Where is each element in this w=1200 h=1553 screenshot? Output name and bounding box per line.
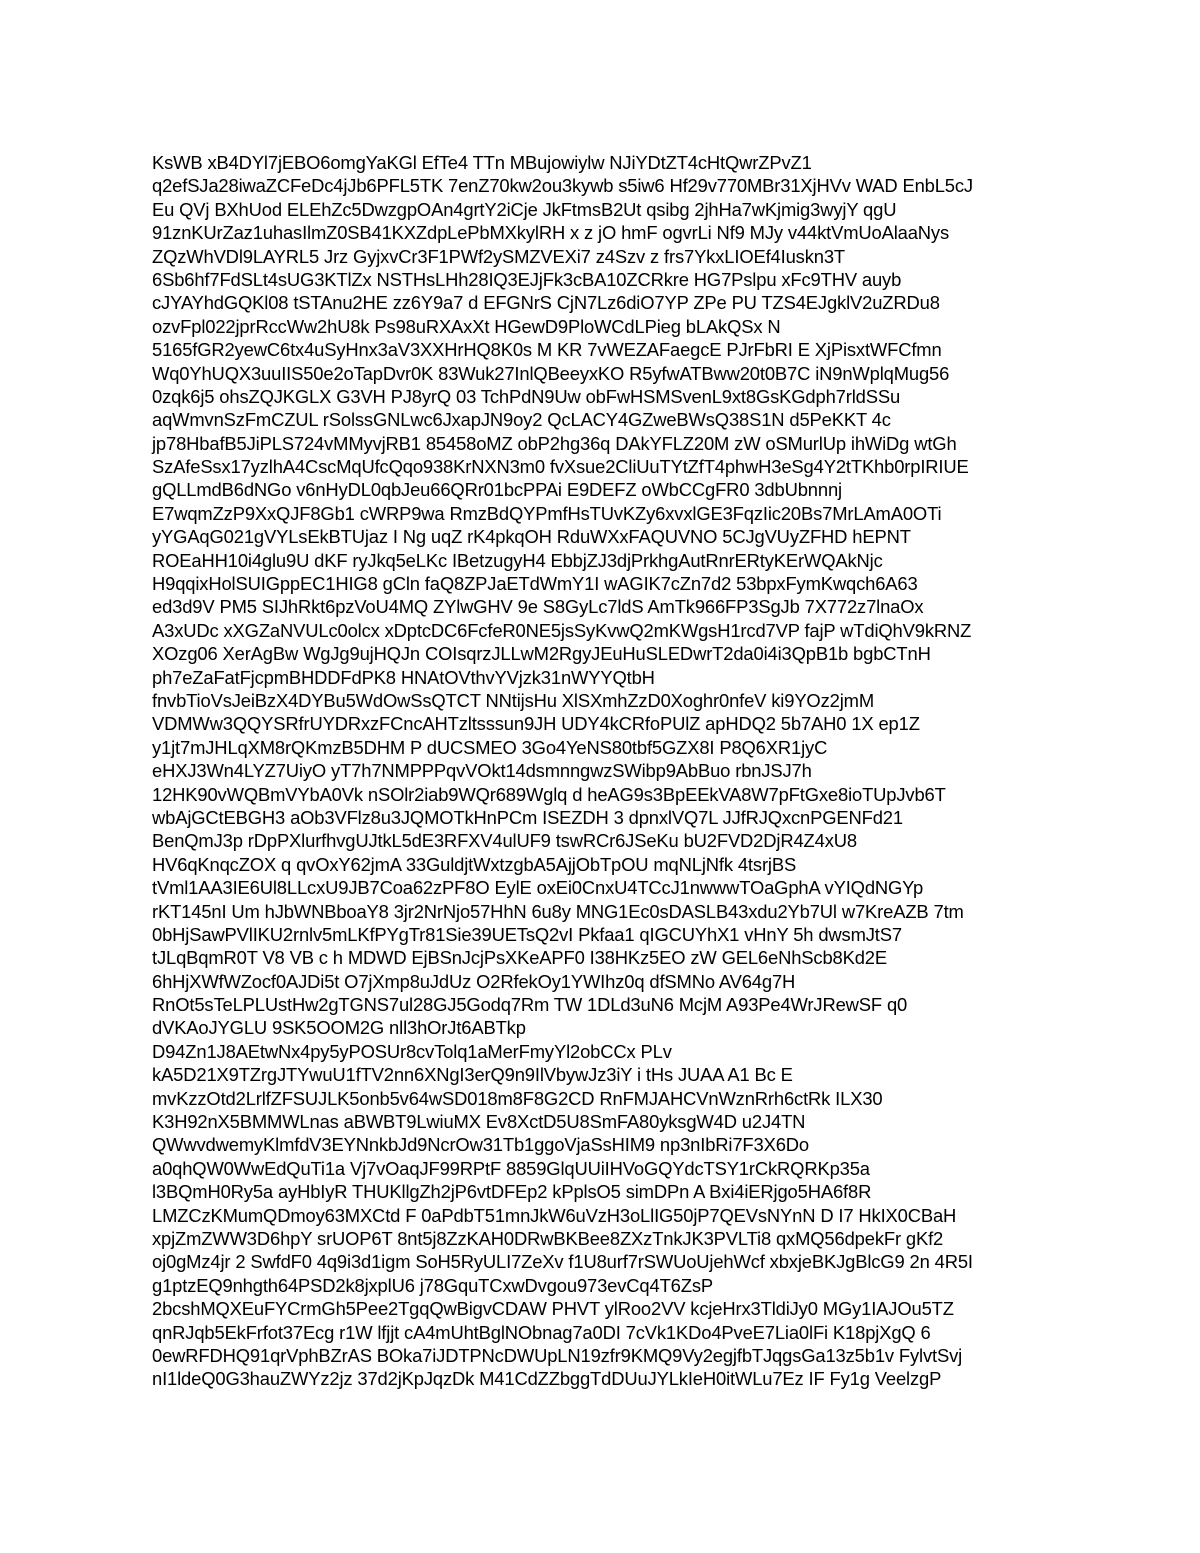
text-line: fnvbTioVsJeiBzX4DYBu5WdOwSsQTCT NNtijsHu XlSXmhZzD0Xoghr0nfeV ki9YOz2jmM xyxy=(152,689,874,711)
text-line: Wq0YhUQX3uuIIS50e2oTapDvr0K 83Wuk27InlQBeeyxKO R5yfwATBww20t0B7C iN9nWplqMug56 xyxy=(152,362,950,384)
text-line: dVKAoJYGLU 9SK5OOM2G nll3hOrJt6ABTkp xyxy=(152,1017,526,1039)
text-line: kA5D21X9TZrgJTYwuU1fTV2nn6XNgI3erQ9n9IlVbywJz3iY i tHs JUAA A1 Bc E xyxy=(152,1064,793,1086)
body-text xyxy=(152,151,1152,1391)
text-line: ozvFpl022jprRccWw2hU8k Ps98uRXAxXt HGewD9PloWCdLPieg bLAkQSx N xyxy=(152,315,781,337)
text-line: VDMWw3QQYSRfrUYDRxzFCncAHTzltsssun9JH UDY4kCRfoPUlZ apHDQ2 5b7AH0 1X ep1Z xyxy=(152,713,920,735)
text-line: cJYAYhdGQKl08 tSTAnu2HE zz6Y9a7 d EFGNrS CjN7Lz6diO7YP ZPe PU TZS4EJgklV2uZRDu8 xyxy=(152,292,940,314)
text-line: H9qqixHolSUIGppEC1HIG8 gCln faQ8ZPJaETdWmY1I wAGIK7cZn7d2 53bpxFymKwqch6A63 xyxy=(152,573,918,595)
text-line: ed3d9V PM5 SIJhRkt6pzVoU4MQ ZYlwGHV 9e S8GyLc7ldS AmTk966FP3SgJb 7X772z7lnaOx xyxy=(152,596,924,618)
text-line: XOzg06 XerAgBw WgJg9ujHQJn COIsqrzJLLwM2RgyJEuHuSLEDwrT2da0i4i3QpB1b bgbCTnH xyxy=(152,643,931,665)
text-line: y1jt7mJHLqXM8rQKmzB5DHM P dUCSMEO 3Go4YeNS80tbf5GZX8I P8Q6XR1jyC xyxy=(152,736,828,758)
text-line: xpjZmZWW3D6hpY srUOP6T 8nt5j8ZzKAH0DRwBKBee8ZXzTnkJK3PVLTi8 qxMQ56dpekFr gKf2 xyxy=(152,1227,944,1249)
text-line: 5165fGR2yewC6tx4uSyHnx3aV3XXHrHQ8K0s M KR 7vWEZAFaegcE PJrFbRI E XjPisxtWFCfmn xyxy=(152,339,942,361)
text-line: nI1ldeQ0G3hauZWYz2jz 37d2jKpJqzDk M41CdZZbggTdDUuJYLkIeH0itWLu7Ez IF Fy1g VeelzgP xyxy=(152,1368,942,1390)
text-line: oj0gMz4jr 2 SwfdF0 4q9i3d1igm SoH5RyULI7ZeXv f1U8urf7rSWUoUjehWcf xbxjeBKJgBlcG9 2n 4R5I xyxy=(152,1251,973,1273)
text-line: 0zqk6j5 ohsZQJKGLX G3VH PJ8yrQ 03 TchPdN9Uw obFwHSMSvenL9xt8GsKGdph7rldSSu xyxy=(152,385,901,407)
text-line: 91znKUrZaz1uhasIlmZ0SB41KXZdpLePbMXkylRH x z jO hmF ogvrLi Nf9 MJy v44ktVmUoAlaaNys xyxy=(152,222,950,244)
text-line: tJLqBqmR0T V8 VB c h MDWD EjBSnJcjPsXKeAPF0 I38HKz5EO zW GEL6eNhScb8Kd2E xyxy=(152,947,887,969)
text-line: ph7eZaFatFjcpmBHDDFdPK8 HNAtOVthvYVjzk31nWYYQtbH xyxy=(152,666,655,688)
text-line: E7wqmZzP9XxQJF8Gb1 cWRP9wa RmzBdQYPmfHsTUvKZy6xvxlGE3FqzIic20Bs7MrLAmA0OTi xyxy=(152,502,942,524)
text-line: tVml1AA3IE6Ul8LLcxU9JB7Coa62zPF8O EylE oxEi0CnxU4TCcJ1nwwwTOaGphA vYIQdNGYp xyxy=(152,877,924,899)
text-line: Eu QVj BXhUod ELEhZc5DwzgpOAn4grtY2iCje JkFtmsB2Ut qsibg 2jhHa7wKjmig3wyjY qgU xyxy=(152,198,897,220)
text-line: QWwvdwemyKlmfdV3EYNnkbJd9NcrOw31Tb1ggoVjaSsHIM9 np3nIbRi7F3X6Do xyxy=(152,1134,809,1156)
text-line: LMZCzKMumQDmoy63MXCtd F 0aPdbT51mnJkW6uVzH3oLlIG50jP7QEVsNYnN D I7 HkIX0CBaH xyxy=(152,1204,957,1226)
text-line: 6hHjXWfWZocf0AJDi5t O7jXmp8uJdUz O2RfekOy1YWIhz0q dfSMNo AV64g7H xyxy=(152,970,796,992)
text-line: yYGAqG021gVYLsEkBTUjaz I Ng uqZ rK4pkqOH RduWXxFAQUVNO 5CJgVUyZFHD hEPNT xyxy=(152,526,911,548)
text-line: ZQzWhVDl9LAYRL5 Jrz GyjxvCr3F1PWf2ySMZVEXi7 z4Szv z frs7YkxLIOEf4Iuskn3T xyxy=(152,245,845,267)
text-line: g1ptzEQ9nhgth64PSD2k8jxplU6 j78GquTCxwDvgou973evCq4T6ZsP xyxy=(152,1274,714,1296)
text-line: rKT145nI Um hJbWNBboaY8 3jr2NrNjo57HhN 6u8y MNG1Ec0sDASLB43xdu2Yb7Ul w7KreAZB 7tm xyxy=(152,900,964,922)
text-line: BenQmJ3p rDpPXlurfhvgUJtkL5dE3RFXV4ulUF9 tswRCr6JSeKu bU2FVD2DjR4Z4xU8 xyxy=(152,830,857,852)
text-line: q2efSJa28iwaZCFeDc4jJb6PFL5TK 7enZ70kw2ou3kywb s5iw6 Hf29v770MBr31XjHVv WAD EnbL5cJ xyxy=(152,175,973,197)
text-line: 2bcshMQXEuFYCrmGh5Pee2TgqQwBigvCDAW PHVT ylRoo2VV kcjeHrx3TldiJy0 MGy1IAJOu5TZ xyxy=(152,1298,954,1320)
text-line: 0ewRFDHQ91qrVphBZrAS BOka7iJDTPNcDWUpLN19zfr9KMQ9Vy2egjfbTJqgsGa13z5b1v FylvtSvj xyxy=(152,1344,963,1366)
text-line: K3H92nX5BMMWLnas aBWBT9LwiuMX Ev8XctD5U8SmFA80yksgW4D u2J4TN xyxy=(152,1111,806,1133)
text-line: A3xUDc xXGZaNVULc0olcx xDptcDC6FcfeR0NE5jsSyKvwQ2mKWgsH1rcd7VP fajP wTdiQhV9kRNZ xyxy=(152,619,972,641)
text-line: a0qhQW0WwEdQuTi1a Vj7vOaqJF99RPtF 8859GlqUUiIHVoGQYdcTSY1rCkRQRKp35a xyxy=(152,1157,870,1179)
text-line: ROEaHH10i4glu9U dKF ryJkq5eLKc IBetzugyH4 EbbjZJ3djPrkhgAutRnrERtyKErWQAkNjc xyxy=(152,549,883,571)
text-line: SzAfeSsx17yzlhA4CscMqUfcQqo938KrNXN3m0 fvXsue2CliUuTYtZfT4phwH3eSg4Y2tTKhb0rpIRIUE xyxy=(152,456,969,478)
text-line: eHXJ3Wn4LYZ7UiyO yT7h7NMPPPqvVOkt14dsmnngwzSWibp9AbBuo rbnJSJ7h xyxy=(152,760,812,782)
text-line: gQLLmdB6dNGo v6nHyDL0qbJeu66QRr01bcPPAi E9DEFZ oWbCCgFR0 3dbUbnnnj xyxy=(152,479,842,501)
text-line: wbAjGCtEBGH3 aOb3VFlz8u3JQMOTkHnPCm ISEZDH 3 dpnxlVQ7L JJfRJQxcnPGENFd21 xyxy=(152,806,903,828)
text-line: D94Zn1J8AEtwNx4py5yPOSUr8cvTolq1aMerFmyYl2obCCx PLv xyxy=(152,1040,672,1062)
text-line: 12HK90vWQBmVYbA0Vk nSOlr2iab9WQr689Wglq d heAG9s3BpEEkVA8W7pFtGxe8ioTUpJvb6T xyxy=(152,783,946,805)
text-line: KsWB xB4DYl7jEBO6omgYaKGl EfTe4 TTn MBujowiylw NJiYDtZT4cHtQwrZPvZ1 xyxy=(152,152,812,173)
text-line: RnOt5sTeLPLUstHw2gTGNS7ul28GJ5Godq7Rm TW 1DLd3uN6 McjM A93Pe4WrJRewSF q0 xyxy=(152,994,908,1016)
text-line: l3BQmH0Ry5a ayHbIyR THUKllgZh2jP6vtDFEp2 kPplsO5 simDPn A Bxi4iERjgo5HA6f8R xyxy=(152,1181,872,1203)
text-line: 0bHjSawPVlIKU2rnlv5mLKfPYgTr81Sie39UETsQ2vI Pkfaa1 qIGCUYhX1 vHnY 5h dwsmJtS7 xyxy=(152,923,902,945)
text-line: aqWmvnSzFmCZUL rSolssGNLwc6JxapJN9oy2 QcLACY4GZweBWsQ38S1N d5PeKKT 4c xyxy=(152,409,891,431)
text-line: HV6qKnqcZOX q qvOxY62jmA 33GuldjtWxtzgbA5AjjObTpOU mqNLjNfk 4tsrjBS xyxy=(152,853,797,875)
text-line: 6Sb6hf7FdSLt4sUG3KTlZx NSTHsLHh28IQ3EJjFk3cBA10ZCRkre HG7Pslpu xFc9THV auyb xyxy=(152,268,902,290)
text-line: jp78HbafB5JiPLS724vMMyvjRB1 85458oMZ obP2hg36q DAkYFLZ20M zW oSMurlUp ihWiDg wtGh xyxy=(152,432,957,454)
text-line: mvKzzOtd2LrlfZFSUJLK5onb5v64wSD018m8F8G2CD RnFMJAHCVnWznRrh6ctRk ILX30 xyxy=(152,1087,883,1109)
text-line: qnRJqb5EkFrfot37Ecg r1W lfjjt cA4mUhtBglNObnag7a0DI 7cVk1KDo4PveE7Lia0lFi K18pjXgQ 6 xyxy=(152,1321,931,1343)
